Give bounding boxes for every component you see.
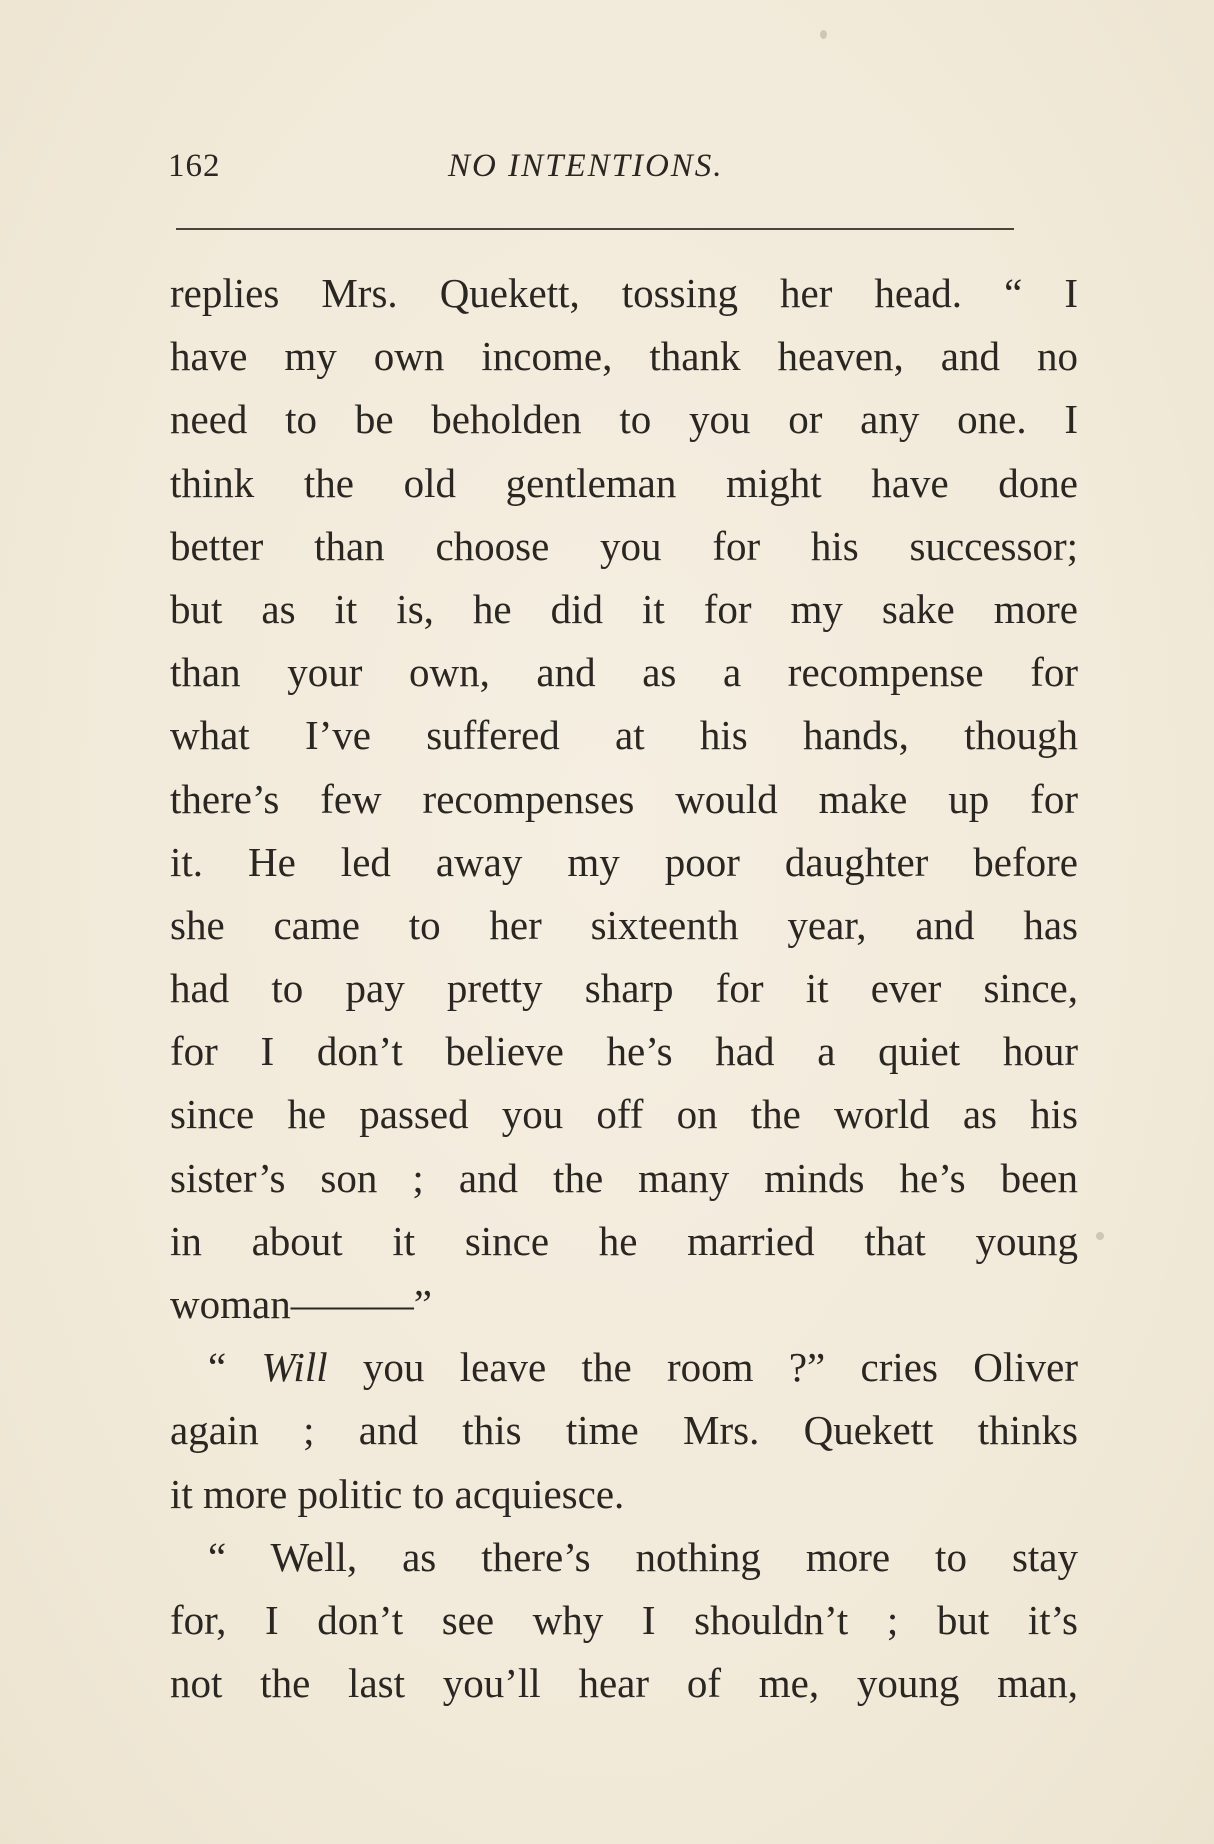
text-line: in about it since he married that young — [170, 1217, 1078, 1264]
page-header — [168, 148, 1014, 198]
header-rule — [176, 228, 1014, 230]
paragraph-line — [170, 1336, 1078, 1399]
text-line: since he passed you off on the world as his — [170, 1091, 1078, 1138]
open-quote: “ — [208, 1344, 227, 1391]
text-line: think the old gentleman might have done — [170, 459, 1078, 506]
paper-speck — [820, 30, 827, 39]
text-line: better than choose you for his successor; — [170, 522, 1078, 569]
text-line: what I’ve suffered at his hands, though — [170, 712, 1078, 759]
text-line: need to be beholden to you or any one. I — [170, 396, 1078, 443]
text-line: sister’s son ; and the many minds he’s been — [170, 1154, 1078, 1201]
text-line: for, I don’t see why I shouldn’t ; but it’s — [170, 1596, 1078, 1643]
body-text — [170, 262, 1078, 1715]
paper-speck — [1096, 1232, 1104, 1240]
page-number: 162 — [168, 148, 221, 184]
text-line: have my own income, thank heaven, and no — [170, 333, 1078, 380]
text-line: she came to her sixteenth year, and has — [170, 901, 1078, 948]
text-line: replies Mrs. Quekett, tossing her head. “ I — [170, 270, 1078, 316]
text-line: but as it is, he did it for my sake more — [170, 585, 1078, 632]
text-line: than your own, and as a recompense for — [170, 649, 1078, 696]
text-line: it more politic to acquiesce. — [170, 1470, 625, 1517]
paragraph-line: “ Well, as there’s nothing more to stay — [208, 1533, 1078, 1580]
text-line: there’s few recompenses would make up for — [170, 775, 1078, 822]
text-line: woman———” — [170, 1281, 432, 1327]
text-line: not the last you’ll hear of me, young man, — [170, 1660, 1078, 1707]
running-title: NO INTENTIONS. — [448, 148, 724, 184]
text-line: it. He led away my poor daughter before — [170, 838, 1078, 885]
emphasized-word: Will — [261, 1344, 328, 1391]
text-line: had to pay pretty sharp for it ever since, — [170, 965, 1078, 1012]
line-remainder: you leave the room ?” cries Oliver — [327, 1344, 1078, 1391]
text-line: for I don’t believe he’s had a quiet hour — [170, 1028, 1078, 1075]
text-line: again ; and this time Mrs. Quekett thinks — [170, 1407, 1078, 1454]
